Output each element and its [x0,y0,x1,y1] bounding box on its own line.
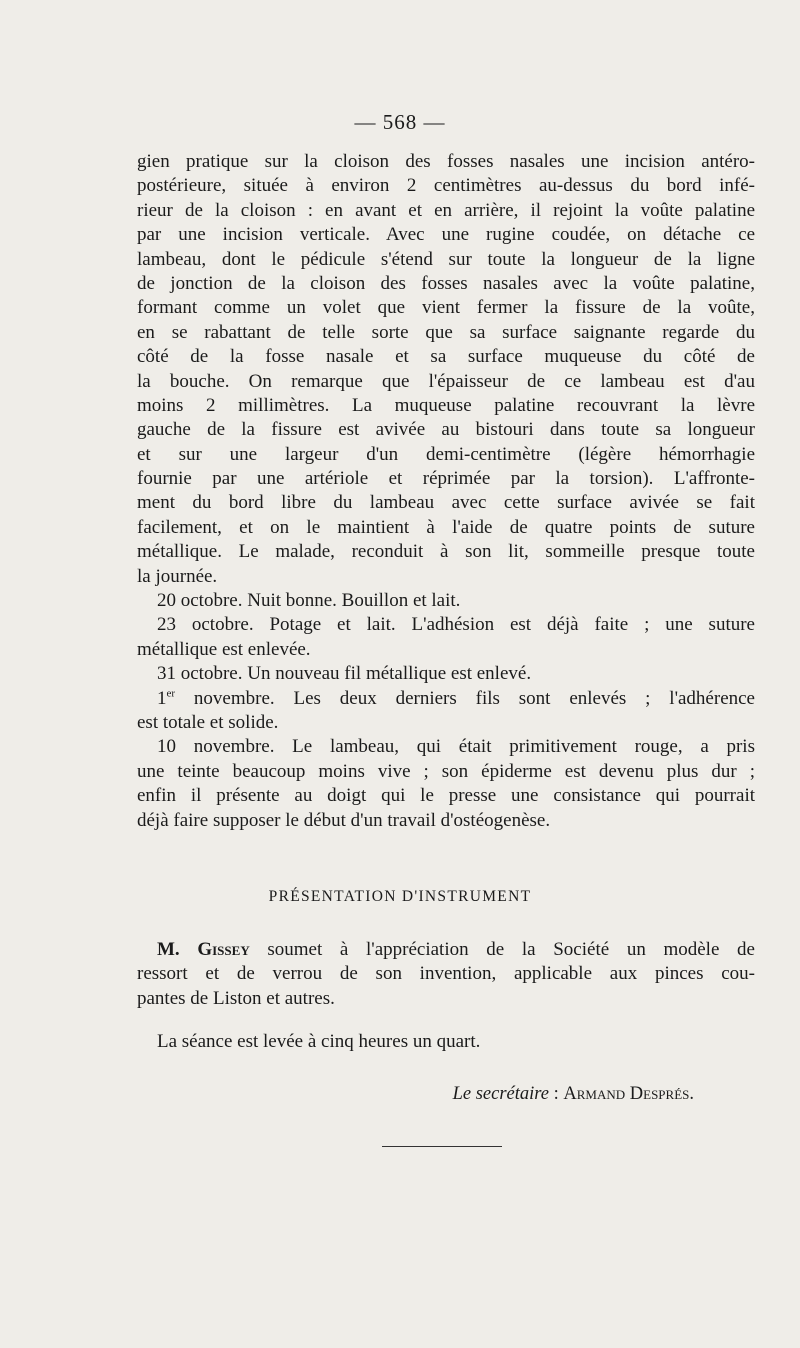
text-line: métallique est enlevée. [137,638,311,660]
text-line: et sur une largeur d'un demi-centimètre (légère hémorrhagie [137,443,755,465]
day-number: 1 [157,687,167,709]
signature [453,1082,694,1106]
text-line: gien pratique sur la cloison des fosses nasales une incision antéro- [137,151,755,172]
text-line: une teinte beaucoup moins vive ; son épiderme est devenu plus dur ; [137,760,755,782]
entry-text: novembre. Les deux derniers fils sont enlevés ; l'adhérence [175,687,755,709]
entry-oct-20: 20 octobre. Nuit bonne. Bouillon et lait. [157,590,461,612]
text-line: métallique. Le malade, reconduit à son lit, sommeille presque toute [137,541,755,563]
closing-sentence: La séance est levée à cinq heures un quart. [157,1031,481,1052]
text-line: est totale et solide. [137,711,279,733]
observation-paragraph [137,150,755,833]
text-line: rieur de la cloison : en avant et en arrière, il rejoint la voûte palatine [137,199,755,221]
gissey-paragraph [137,938,755,1011]
text-line: ment du bord libre du lambeau avec cette surface avivée se fait [137,492,755,514]
text-line: fournie par une artériole et réprimée par la torsion). L'affronte- [137,468,755,490]
text-line: gauche de la fissure est avivée au bistouri dans toute sa longueur [137,419,755,441]
speaker-name: M. Gissey [157,939,250,960]
signature-separator: : [549,1084,564,1104]
text-line: côté de la fosse nasale et sa surface muqueuse du côté de [137,346,755,368]
text-line: la bouche. On remarque que l'épaisseur de ce lambeau est d'au [137,370,755,392]
entry-nov-10: 10 novembre. Le lambeau, qui était primitivement rouge, a pris [157,736,755,758]
ordinal-suffix: er [166,687,176,700]
entry-oct-23: 23 octobre. Potage et lait. L'adhésion est déjà faite ; une suture [157,614,755,636]
text-line: en se rabattant de telle sorte que sa surface saignante regarde du [137,321,755,343]
entry-oct-31: 31 octobre. Un nouveau fil métallique est enlevé. [157,663,532,685]
signature-name: Armand Després. [563,1084,694,1104]
text-line: déjà faire supposer le début d'un travail d'ostéogenèse. [137,809,551,831]
text-line: moins 2 millimètres. La muqueuse palatine recouvrant la lèvre [137,394,755,416]
text-line: ressort et de verrou de son invention, applicable aux pinces cou- [137,963,755,985]
text-line: par une incision verticale. Avec une rugine coudée, on détache ce [137,224,755,246]
section-title: PRÉSENTATION D'INSTRUMENT [268,888,532,905]
signature-label: Le secrétaire [452,1084,549,1104]
page-number: — 568 — [354,110,446,134]
text-line: enfin il présente au doigt qui le presse une consistance qui pourrait [137,785,755,807]
speaker-text: soumet à l'appréciation de la Société un modèle de [249,939,755,960]
text-line: postérieure, située à environ 2 centimètres au-dessus du bord infé- [137,175,755,197]
text-line: facilement, et on le maintient à l'aide de quatre points de suture [137,516,755,538]
text-line: la journée. [137,565,218,587]
text-line: formant comme un volet que vient fermer la fissure de la voûte, [137,297,755,319]
end-rule [382,1146,502,1147]
text-line [137,938,755,962]
text-line: pantes de Liston et autres. [137,987,335,1009]
text-line: de jonction de la cloison des fosses nasales avec la voûte palatine, [137,272,755,294]
entry-nov-1 [137,687,755,711]
text-line: lambeau, dont le pédicule s'étend sur toute la longueur de la ligne [137,248,755,270]
